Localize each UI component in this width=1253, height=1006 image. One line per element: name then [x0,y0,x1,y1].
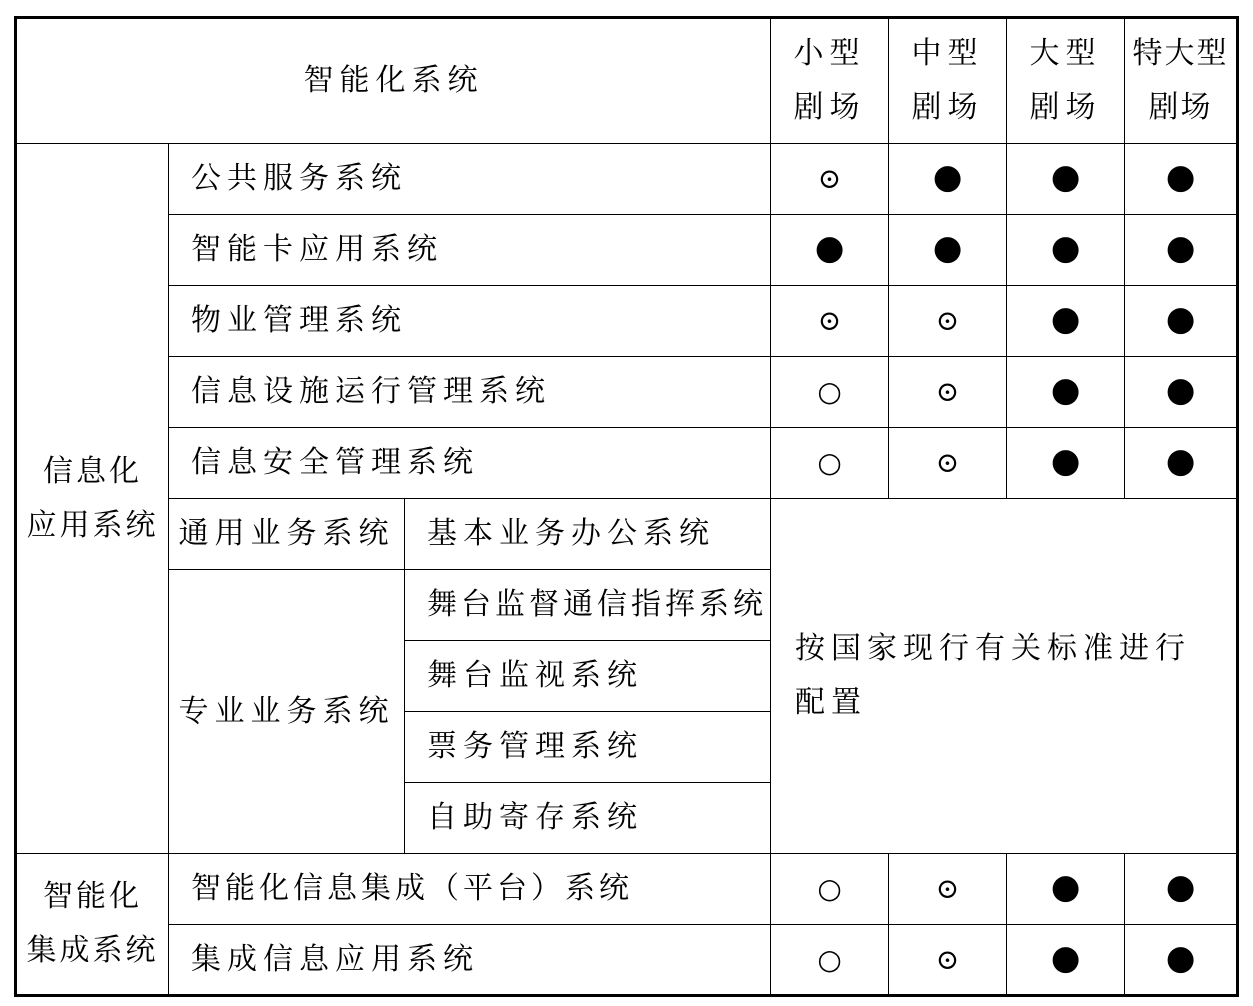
mark-symbol: ○ [817,375,842,408]
mark-symbol: ● [1050,937,1081,978]
mark-symbol: ● [1165,157,1196,197]
table-row [16,215,1238,286]
mark-symbol: ● [1165,370,1196,410]
header-size-label: 剧场 [911,90,984,125]
header-size-label: 小型 [793,36,866,71]
group-label-line: 信息化 [43,453,142,489]
config-note [771,499,1238,854]
config-note-line: 按国家现行有关标准进行 [795,631,1192,666]
header-row [16,18,1238,144]
mark-symbol: ● [1165,228,1196,268]
header-size-large [1007,18,1125,144]
group-label-integration [16,854,169,996]
table-row [16,925,1238,996]
header-size-label: 大型 [1029,36,1102,71]
mark-symbol: ● [1050,370,1081,410]
header-size-label: 剧场 [1148,90,1213,125]
config-table [14,16,1239,997]
system-name: 智能化信息集成（平台）系统 [169,854,771,925]
system-name: 公共服务系统 [169,144,771,215]
header-system: 智能化系统 [16,18,771,144]
system-name: 票务管理系统 [405,712,771,783]
group-label-line: 智能化 [43,879,142,914]
table-row [16,428,1238,499]
config-note-line: 配置 [795,685,868,720]
mark-symbol: ● [1165,441,1196,481]
system-name: 信息安全管理系统 [169,428,771,499]
mark-symbol: ⊙ [935,375,960,408]
mark-symbol: ○ [817,872,842,905]
system-name: 物业管理系统 [169,286,771,357]
mark-symbol: ● [1165,937,1196,978]
general-business-label: 通用业务系统 [169,499,405,570]
mark-symbol: ⊙ [935,942,960,976]
mark-symbol: ○ [817,446,842,479]
header-size-medium [889,18,1007,144]
header-size-xlarge [1125,18,1238,144]
table-row [16,854,1238,925]
mark-symbol: ⊙ [935,446,960,479]
mark-symbol: ⊙ [817,162,842,195]
mark-symbol: ● [1050,441,1081,481]
group-label-line: 集成系统 [26,933,159,968]
header-size-label: 特大型 [1132,36,1229,71]
header-size-label: 剧场 [793,90,866,125]
mark-symbol: ● [1165,299,1196,339]
mark-symbol: ● [932,228,963,268]
mark-symbol: ⊙ [935,304,960,337]
mark-symbol: ● [1050,228,1081,268]
header-size-small [771,18,889,144]
table-row [16,144,1238,215]
header-size-label: 中型 [911,36,984,71]
system-name: 集成信息应用系统 [169,925,771,996]
mark-symbol: ○ [817,942,842,976]
table-row [16,499,1238,570]
system-name: 智能卡应用系统 [169,215,771,286]
mark-symbol: ● [932,157,963,197]
mark-symbol: ● [814,228,845,268]
group-label-line: 应用系统 [26,507,159,543]
table-row [16,286,1238,357]
system-name: 自助寄存系统 [405,783,771,854]
system-name: 舞台监视系统 [405,641,771,712]
mark-symbol: ● [1165,867,1196,907]
table-row [16,357,1238,428]
mark-symbol: ⊙ [817,304,842,337]
mark-symbol: ⊙ [935,872,960,905]
group-label-info-app [16,144,169,854]
system-name: 基本业务办公系统 [405,499,771,570]
system-name: 信息设施运行管理系统 [169,357,771,428]
header-size-label: 剧场 [1029,90,1102,125]
system-name: 舞台监督通信指挥系统 [405,570,771,641]
mark-symbol: ● [1050,299,1081,339]
mark-symbol: ● [1050,867,1081,907]
mark-symbol: ● [1050,157,1081,197]
special-business-label: 专业业务系统 [169,570,405,854]
